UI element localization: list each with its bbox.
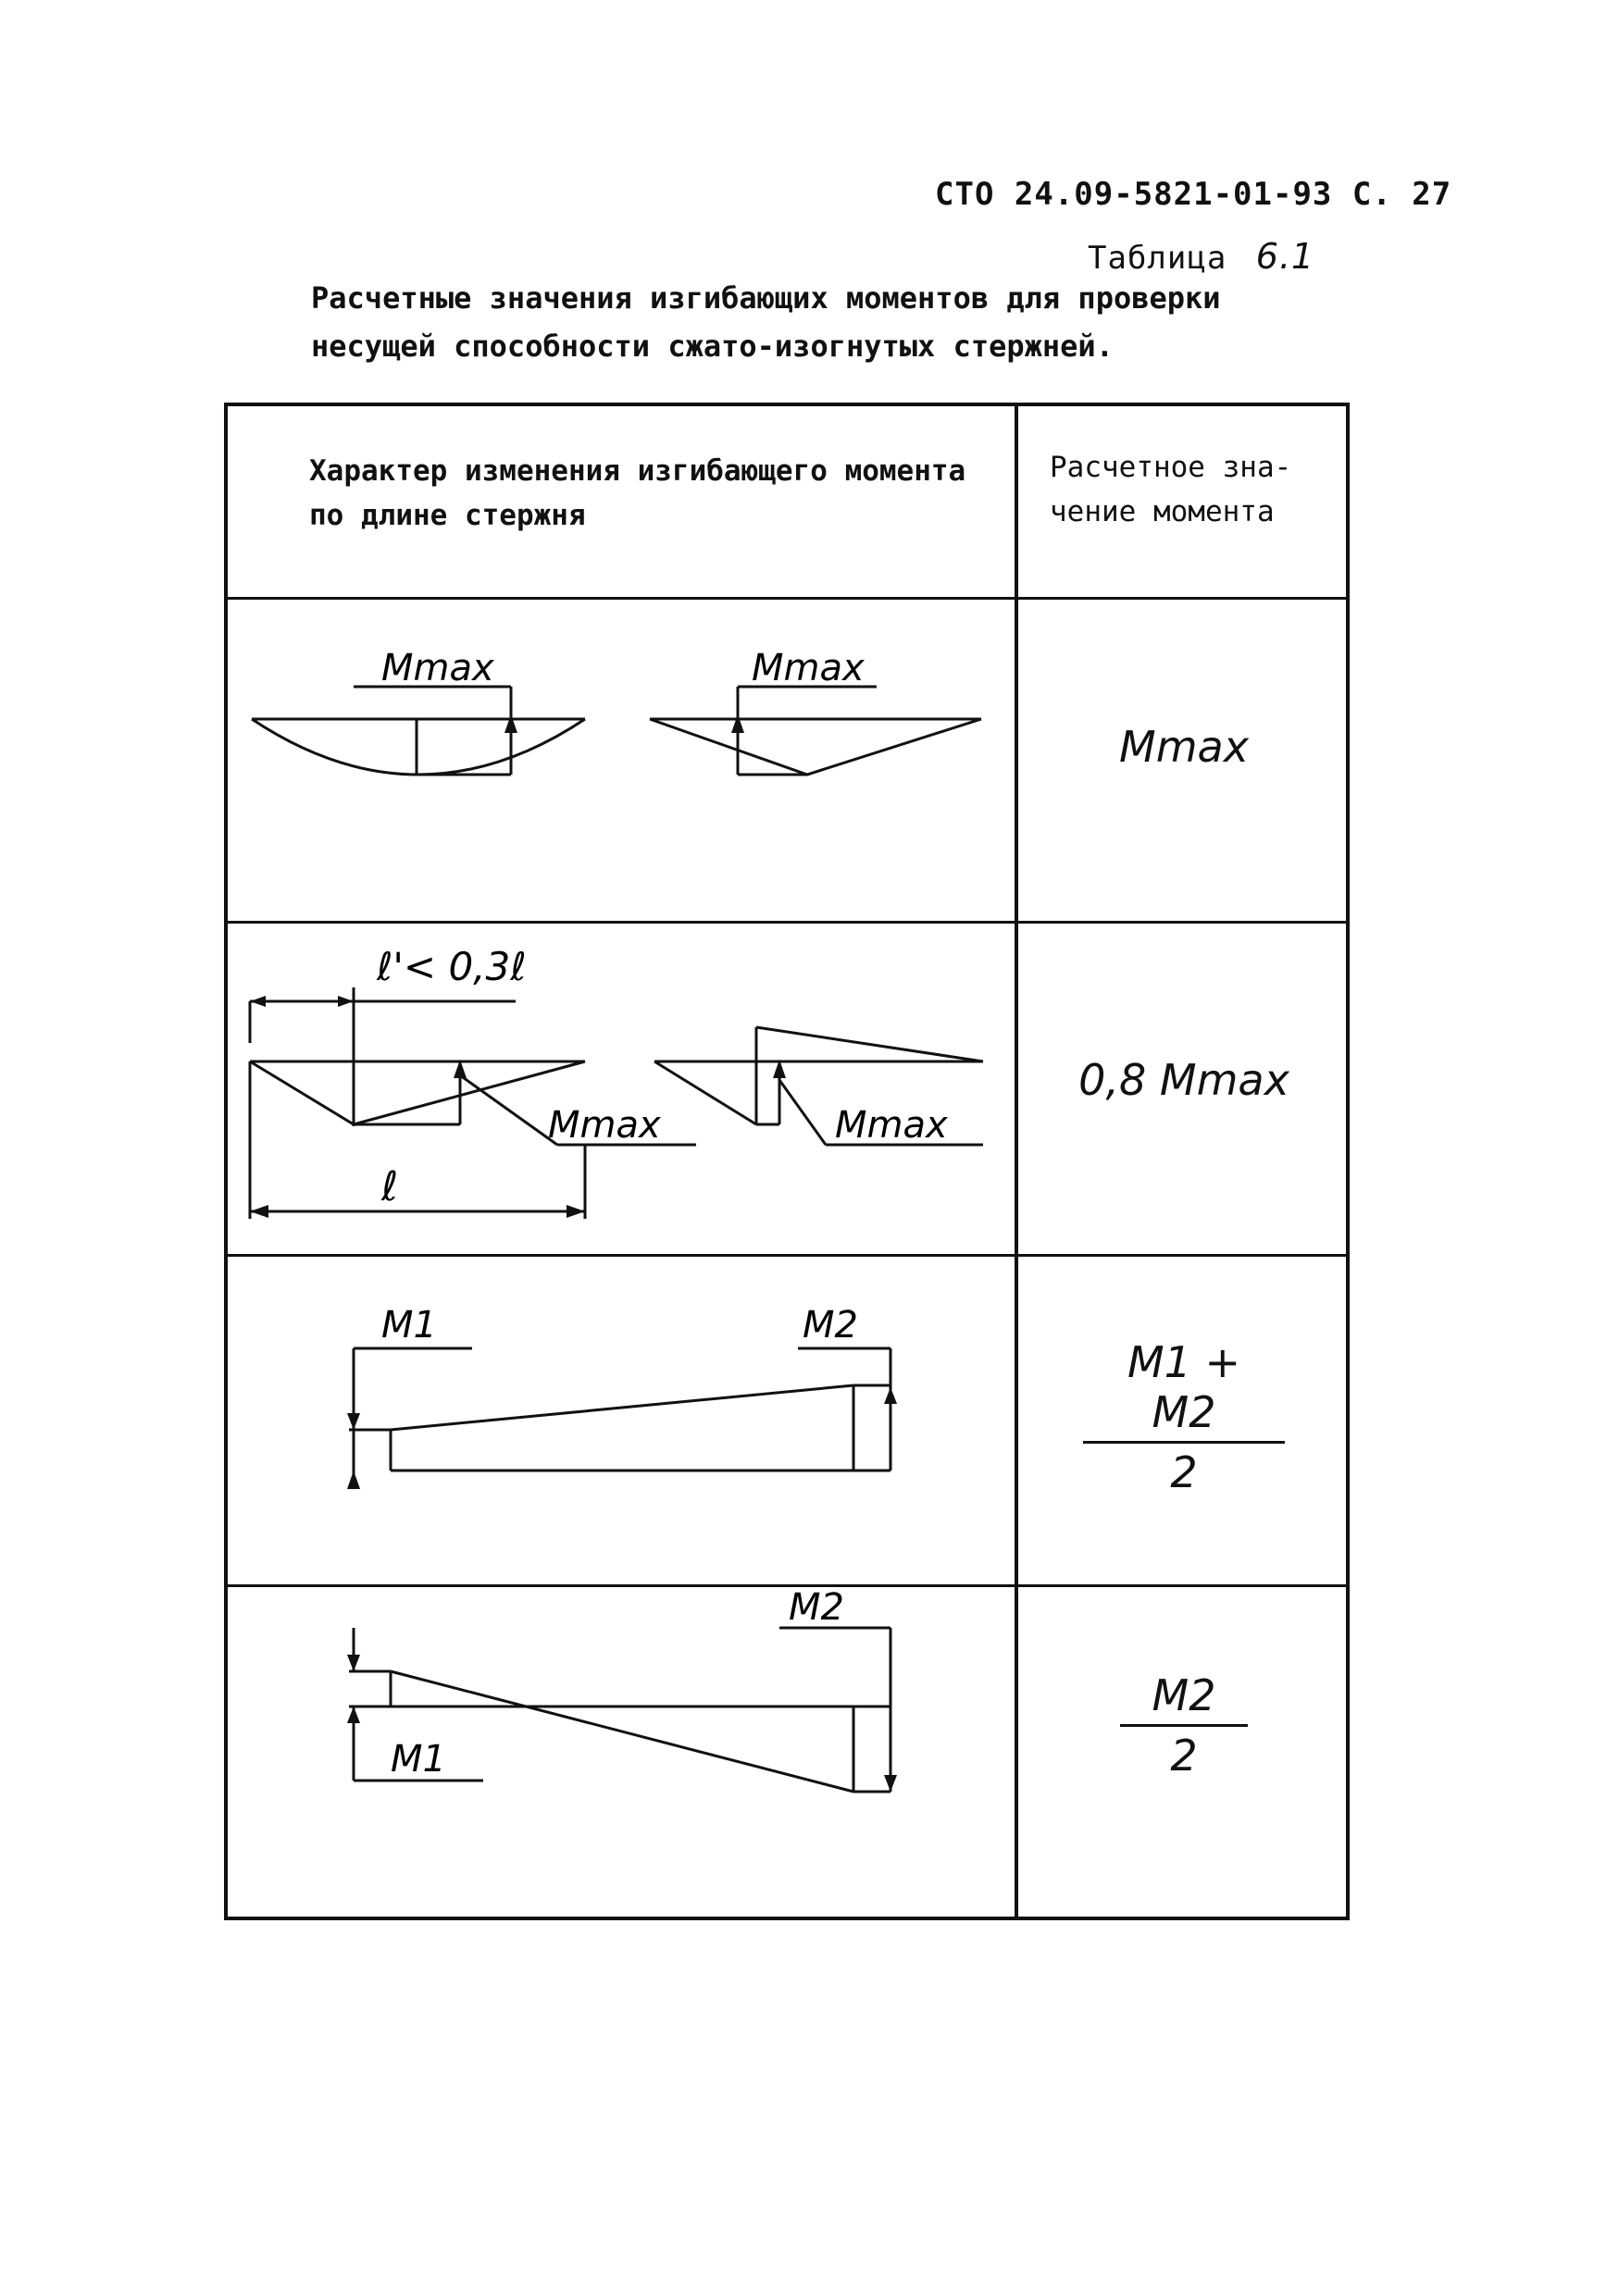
column-header-value: [1050, 445, 1291, 534]
row-1-arrowhead-b: [731, 714, 744, 733]
row-4-arrowhead-m2: [884, 1775, 897, 1792]
row-4-label-m1: M1: [391, 1738, 446, 1781]
row-1-arrowhead-a: [504, 714, 517, 733]
row-4-arrowhead-m1-top: [347, 1655, 360, 1671]
row-3-label-m1: M1: [381, 1304, 437, 1347]
caption-line-2: несущей способности сжато-изогнутых стержней.: [311, 329, 1114, 364]
row-1-parabola: [252, 719, 585, 775]
table-caption: [311, 274, 1221, 370]
row-1-triangle: [650, 719, 981, 775]
row-3-sloped-line: [391, 1385, 853, 1430]
row-2-dim-arrowhead-4: [567, 1205, 585, 1218]
row-4-value-denominator: 2: [1170, 1731, 1198, 1781]
row-2-dim-arrowhead-3: [250, 1205, 268, 1218]
row-4-arrowhead-m1-bottom: [347, 1706, 360, 1723]
row-2-pointer-b: [779, 1080, 826, 1145]
row-3-arrowhead-m2: [884, 1387, 897, 1404]
row-2-dim-arrowhead-2: [338, 996, 354, 1007]
row-4-sloped-line: [391, 1671, 853, 1792]
row-2-upper-wedge-b: [756, 1027, 983, 1061]
row-3-arrowhead-m1-top: [347, 1413, 360, 1430]
row-3-diagram: [224, 1256, 1013, 1582]
column-header-character: [309, 449, 965, 538]
caption-line-1: Расчетные значения изгибающих моментов для проверки: [311, 280, 1221, 316]
table-label: [1088, 236, 1314, 277]
column-header-character-line-1: Характер изменения изгибающего момента: [309, 454, 966, 488]
row-1-label-b: Mmax: [752, 647, 865, 689]
row-4-label-m2: M2: [789, 1586, 844, 1629]
row-4-value-numerator: M2: [1120, 1670, 1248, 1727]
row-2-value: 0,8 Mmax: [1078, 1055, 1289, 1105]
row-1-value: Mmax: [1119, 722, 1249, 772]
row-2-diagrams: [224, 923, 1013, 1252]
row-3-value-numerator: M1 + M2: [1083, 1337, 1285, 1444]
column-divider: [1015, 403, 1018, 1920]
row-1-diagrams: [224, 599, 1013, 919]
column-header-value-line-1: Расчетное зна-: [1050, 451, 1292, 484]
table-number: 6.1: [1255, 236, 1315, 277]
moments-table: [224, 403, 1350, 1920]
column-header-character-line-2: по длине стержня: [309, 499, 586, 532]
row-2-triangle-a: [250, 1061, 585, 1124]
row-2-label-a: Mmax: [548, 1104, 661, 1147]
row-1-label-a: Mmax: [381, 647, 494, 689]
row-3-arrowhead-m1-bottom: [347, 1471, 360, 1489]
row-4-diagram: [224, 1586, 1013, 1917]
row-2-dim-arrowhead-1: [250, 996, 266, 1007]
row-2-condition-label: ℓ'< 0,3ℓ: [377, 944, 527, 989]
column-header-value-line-2: чение момента: [1050, 495, 1275, 528]
row-2-label-b: Mmax: [835, 1104, 948, 1147]
row-2-length-label: ℓ: [381, 1163, 399, 1210]
row-2-pointer-a: [460, 1075, 557, 1145]
row-3-value-denominator: 2: [1170, 1447, 1198, 1497]
row-2-lower-wedge-b: [654, 1061, 756, 1124]
document-code: СТО 24.09-5821-01-93 С. 27: [935, 176, 1452, 213]
table-label-text: Таблица: [1088, 240, 1227, 277]
row-3-label-m2: M2: [803, 1304, 858, 1347]
row-4-value: [1120, 1670, 1248, 1781]
row-3-value: [1083, 1337, 1285, 1497]
